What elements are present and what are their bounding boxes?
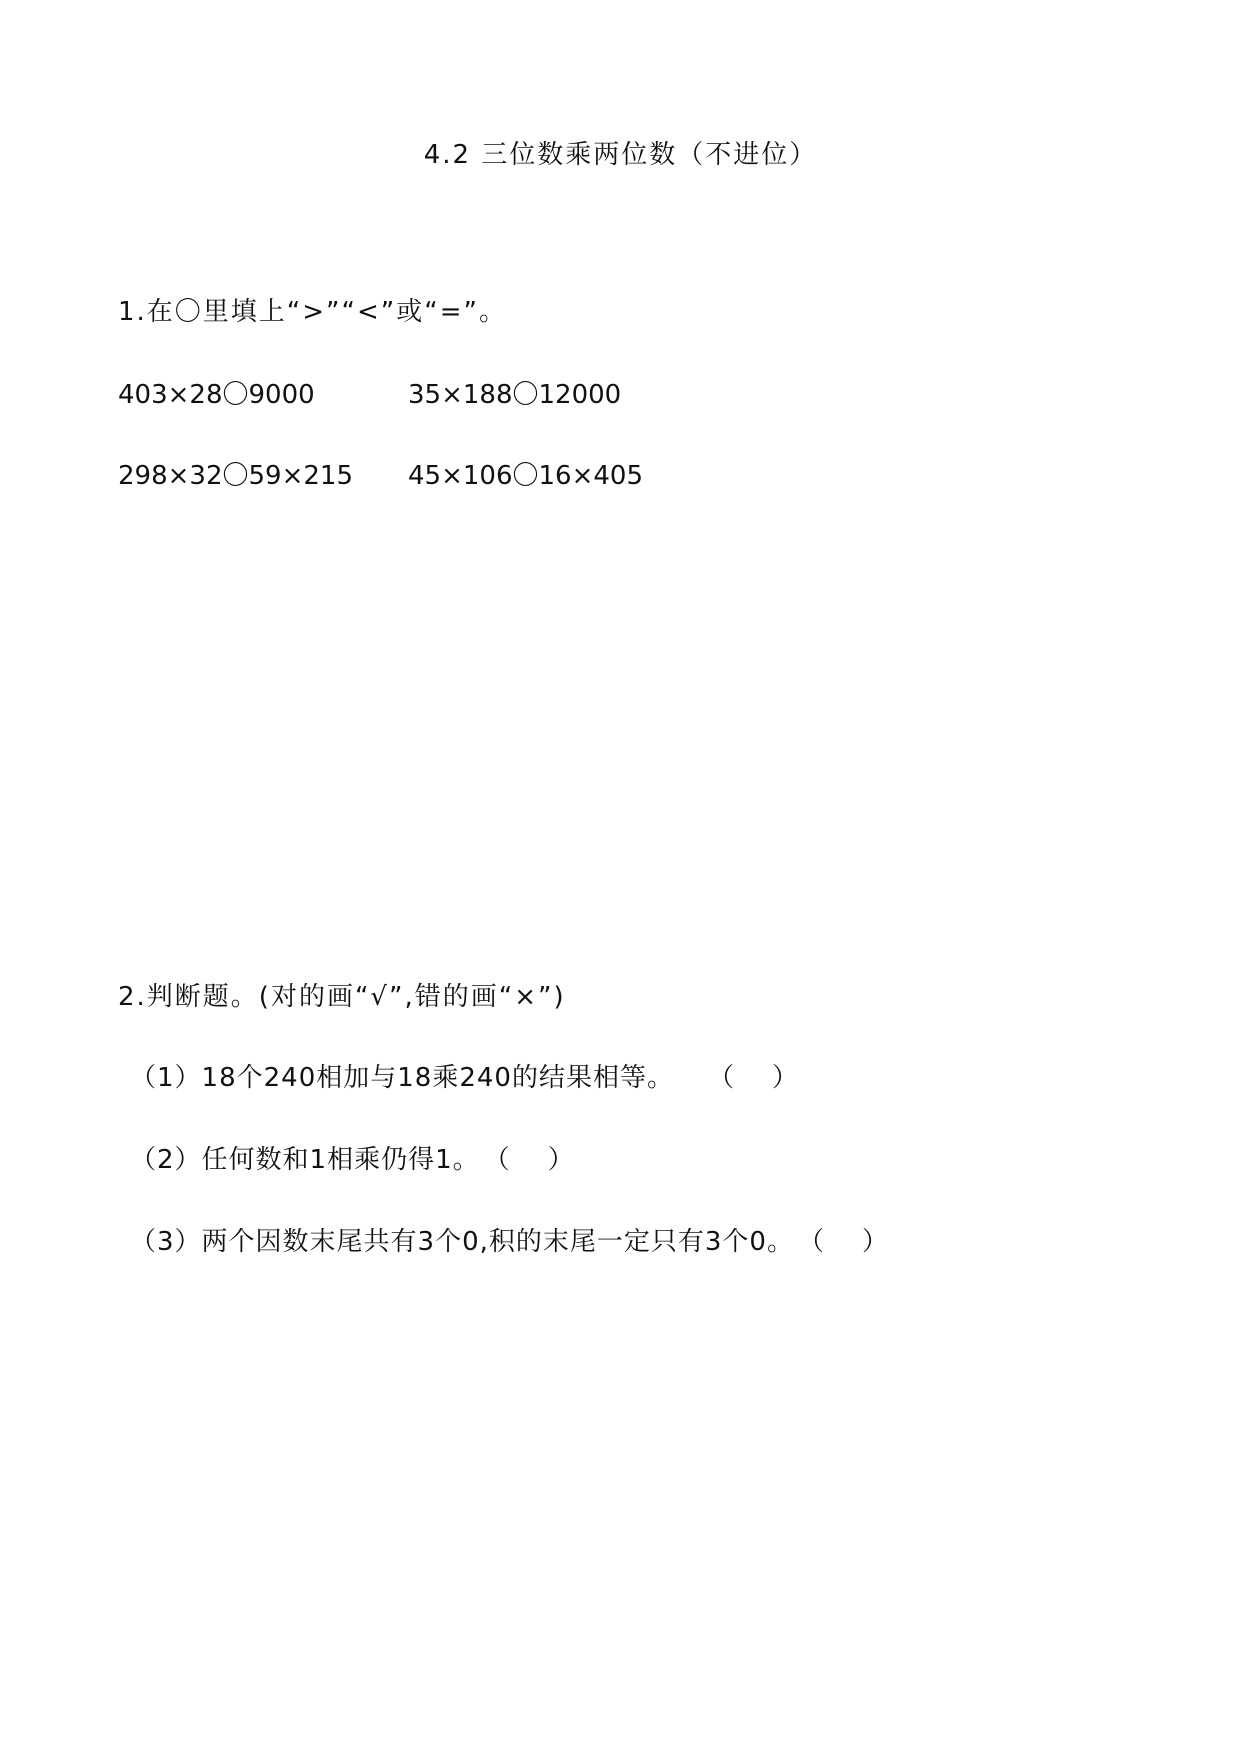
comparison-expression: 45×106〇16×405: [408, 461, 643, 491]
question-1-heading: 1.在〇里填上“>”“<”或“=”。: [118, 297, 507, 327]
answer-blank[interactable]: （ ）: [707, 1063, 800, 1093]
comparison-expression: 298×32〇59×215: [118, 461, 353, 491]
judgment-item-text: （2）任何数和1相乘仍得1。: [130, 1145, 480, 1175]
judgment-item: [130, 1227, 889, 1258]
judgment-item-text: （1）18个240相加与18乘240的结果相等。: [130, 1063, 674, 1093]
comparison-expression: 35×188〇12000: [408, 380, 622, 410]
question-2-heading: 2.判断题。(对的画“√”,错的画“×”): [118, 982, 566, 1012]
answer-blank[interactable]: （ ）: [483, 1145, 575, 1175]
judgment-item: [130, 1145, 575, 1176]
judgment-item-text: （3）两个因数末尾共有3个0,积的末尾一定只有3个0。: [130, 1227, 794, 1257]
judgment-item: [130, 1063, 799, 1094]
comparison-expression: 403×28〇9000: [118, 380, 315, 410]
page-title: 4.2 三位数乘两位数（不进位）: [423, 140, 818, 170]
answer-blank[interactable]: （ ）: [797, 1227, 890, 1257]
